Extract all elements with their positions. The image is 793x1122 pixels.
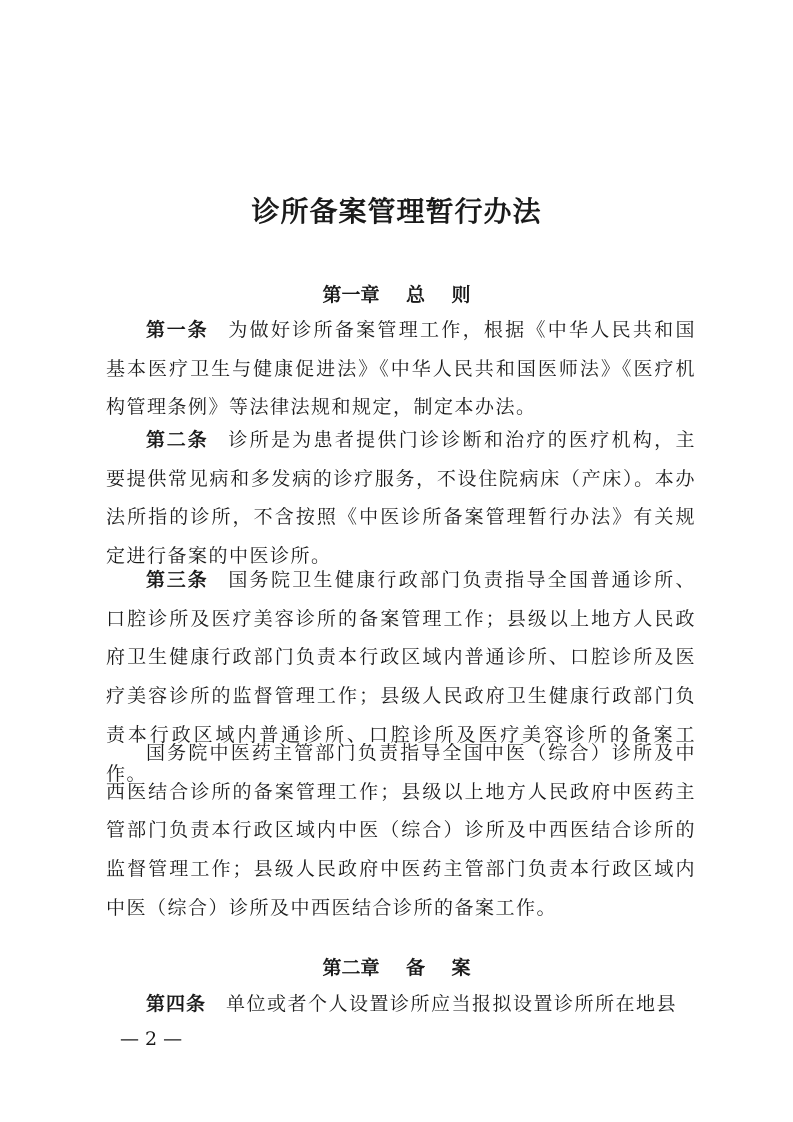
article-1-label: 第一条 xyxy=(146,319,209,341)
chapter-2-heading: 第二章 备 案 xyxy=(322,957,471,979)
article-3-text: 国务院卫生健康行政部门负责指导全国普通诊所、口腔诊所及医疗美容诊所的备案管理工作；县级以上地方人民政府卫生健康行政部门负责本行政区域内普通诊所、口腔诊所及医疗美容诊所的监督管理工作；县级人民政府卫生健康行政部门负责本行政区域内普通诊所、口腔诊所及医疗美容诊所的备案工作。 xyxy=(106,569,696,785)
document-title: 诊所备案管理暂行办法 xyxy=(251,195,542,228)
article-4-text: 单位或者个人设置诊所应当报拟设置诊所所在地县 xyxy=(226,993,678,1015)
article-3-label: 第三条 xyxy=(146,569,209,591)
chapter-1-heading: 第一章 总 则 xyxy=(322,284,471,306)
article-2-text: 诊所是为患者提供门诊诊断和治疗的医疗机构，主要提供常见病和多发病的诊疗服务，不设住院病床（产床）。本办法所指的诊所，不含按照《中医诊所备案管理暂行办法》有关规定进行备案的中医诊所。 xyxy=(106,429,696,568)
article-4 xyxy=(106,985,696,1024)
article-3-paragraph-2-text: 国务院中医药主管部门负责指导全国中医（综合）诊所及中西医结合诊所的备案管理工作；县级以上地方人民政府中医药主管部门负责本行政区域内中医（综合）诊所及中西医结合诊所的监督管理工作；县级人民政府中医药主管部门负责本行政区域内中医（综合）诊所及中西医结合诊所的备案工作。 xyxy=(106,742,696,919)
article-1 xyxy=(106,311,696,427)
article-2 xyxy=(106,421,696,576)
page-number: — 2 — xyxy=(120,1028,183,1050)
article-4-label: 第四条 xyxy=(146,993,207,1015)
article-1-text: 为做好诊所备案管理工作，根据《中华人民共和国基本医疗卫生与健康促进法》《中华人民共和国医师法》《医疗机构管理条例》等法律法规和规定，制定本办法。 xyxy=(106,319,696,419)
article-2-label: 第二条 xyxy=(146,429,209,451)
article-3-paragraph-2 xyxy=(106,734,696,928)
